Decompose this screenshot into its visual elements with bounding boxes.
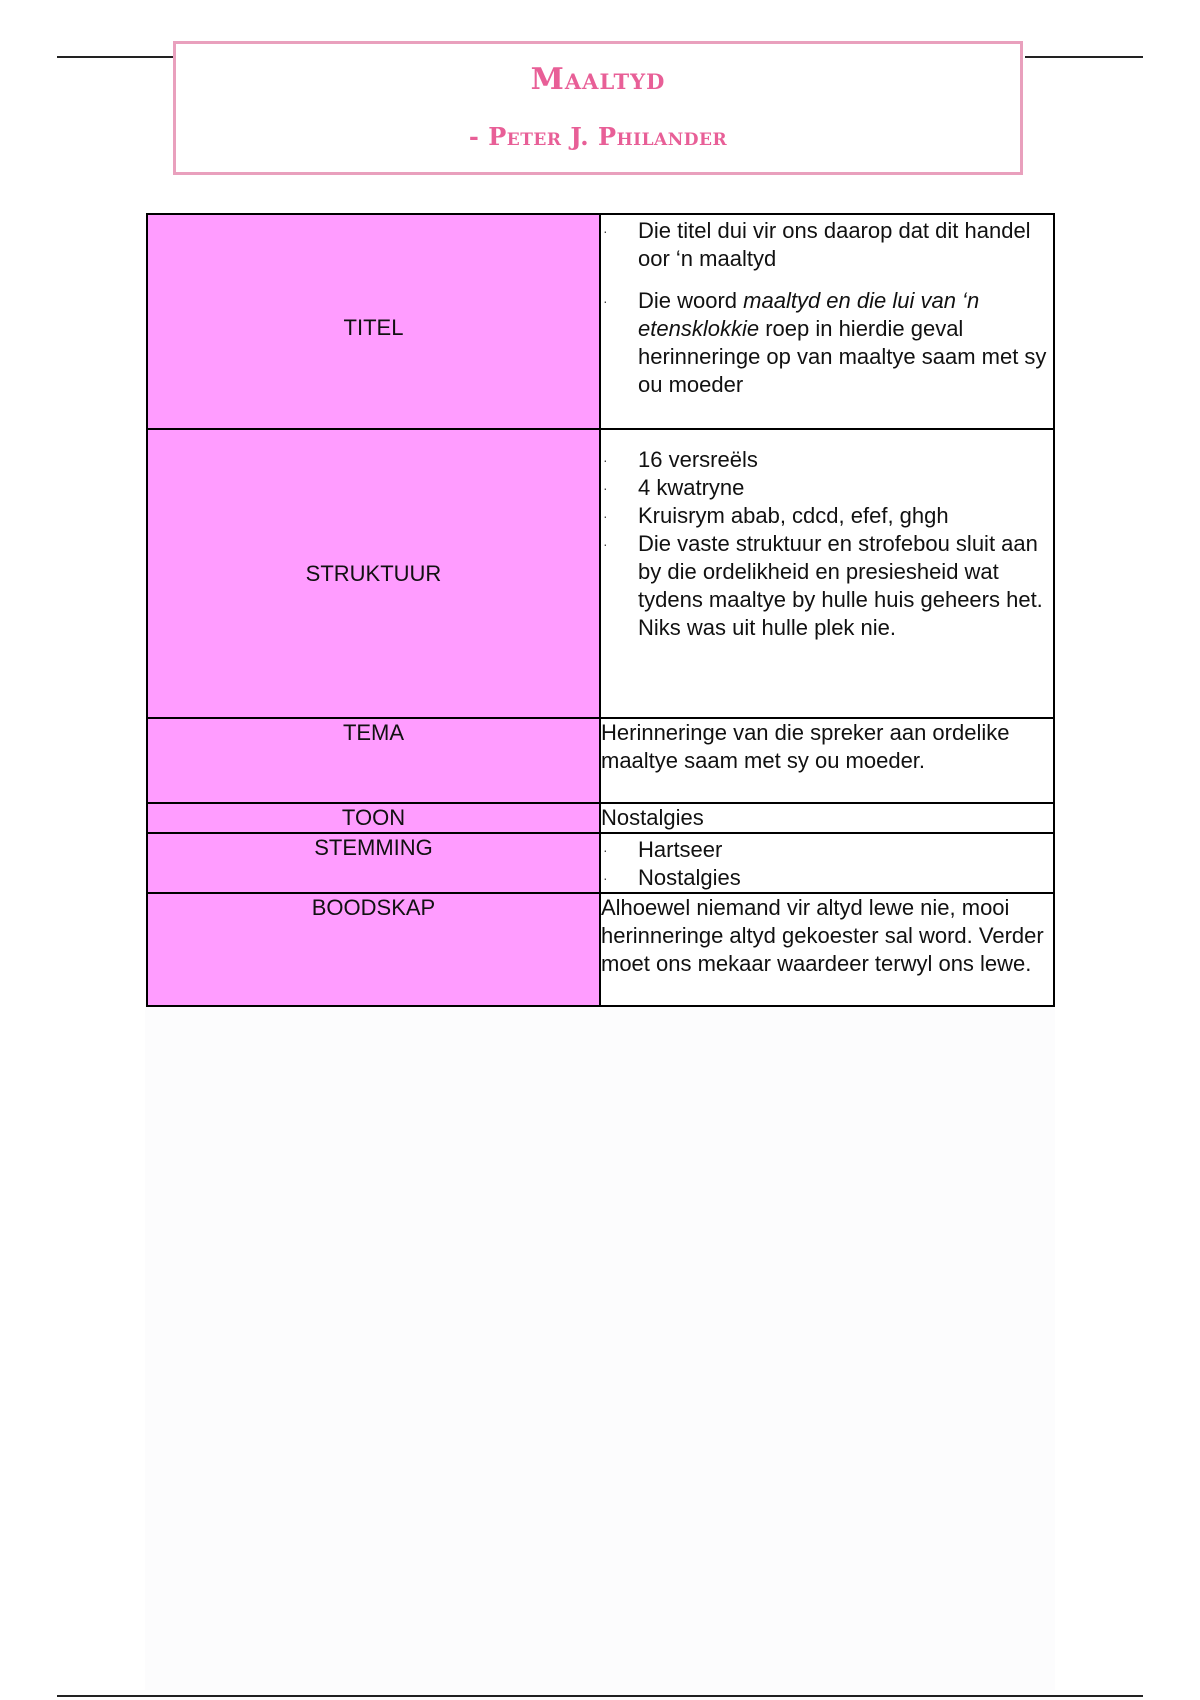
footer-rule [57, 1695, 1143, 1697]
stemming-list [601, 836, 1053, 892]
bullet-icon: · [603, 508, 608, 524]
list-item: · Hartseer [603, 837, 723, 862]
label-stemming: STEMMING [147, 833, 600, 893]
label-boodskap: BOODSKAP [147, 893, 600, 1006]
table-row-stemming [147, 833, 1054, 893]
bullet-icon: · [603, 480, 608, 496]
list-item: · Die woord maaltyd en die lui van ‘n etensklokkie roep in hierdie geval herinneringe op van maaltye saam met sy ou moeder [603, 288, 1047, 397]
content-titel [600, 214, 1054, 429]
bullet-icon: · [603, 842, 608, 858]
bullet-icon: · [603, 293, 608, 309]
page-background [145, 1000, 1055, 1690]
list-item: · Die titel dui vir ons daarop dat dit handel oor ‘n maaltyd [603, 218, 1031, 271]
list-item: · 4 kwatryne [603, 475, 745, 500]
content-tema: Herinneringe van die spreker aan ordelike maaltye saam met sy ou moeder. [600, 718, 1054, 803]
label-toon: TOON [147, 803, 600, 833]
label-tema: TEMA [147, 718, 600, 803]
bullet-icon: · [603, 223, 608, 239]
content-toon: Nostalgies [600, 803, 1054, 833]
bullet-icon: · [603, 452, 608, 468]
list-item: · 16 versreëls [603, 447, 758, 472]
titel-list [601, 217, 1053, 399]
struktuur-list [601, 446, 1053, 642]
header-rule-left [57, 56, 174, 58]
poem-title: Maaltyd [530, 62, 666, 97]
content-boodskap: Alhoewel niemand vir altyd lewe nie, mooi herinneringe altyd gekoester sal word. Verder moet ons mekaar waardeer terwyl ons lewe. [600, 893, 1054, 1006]
list-item: · Kruisrym abab, cdcd, efef, ghgh [603, 503, 949, 528]
poem-author: - Peter J. Philander [468, 122, 728, 151]
content-stemming [600, 833, 1054, 893]
list-item: · Nostalgies [603, 865, 741, 890]
table-row-struktuur [147, 429, 1054, 718]
table-row-toon [147, 803, 1054, 833]
bullet-icon: · [603, 536, 608, 552]
table-row-titel [147, 214, 1054, 429]
label-titel: TITEL [147, 214, 600, 429]
analysis-table [146, 213, 1055, 1007]
title-box [173, 41, 1023, 175]
header-rule-right [1025, 56, 1143, 58]
table-row-boodskap [147, 893, 1054, 1006]
label-struktuur: STRUKTUUR [147, 429, 600, 718]
list-item: · Die vaste struktuur en strofebou sluit aan by die ordelikheid en presiesheid wat tydens maaltye by hulle huis geheers het. Niks was uit hulle plek nie. [603, 531, 1043, 640]
content-struktuur [600, 429, 1054, 718]
bullet-icon: · [603, 870, 608, 886]
table-row-tema [147, 718, 1054, 803]
